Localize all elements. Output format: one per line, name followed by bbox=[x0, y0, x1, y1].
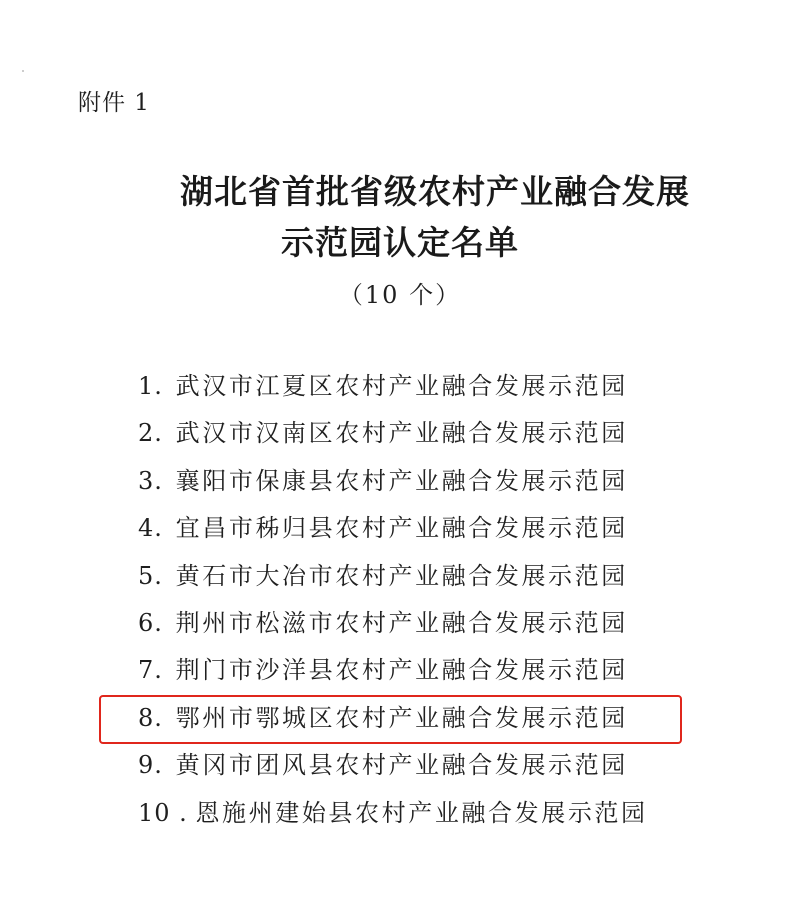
item-name: 黄石市大冶市农村产业融合发展示范园 bbox=[175, 561, 628, 590]
list-item bbox=[138, 603, 648, 650]
list-item bbox=[138, 745, 648, 792]
item-name: 武汉市江夏区农村产业融合发展示范园 bbox=[175, 372, 628, 400]
item-name: 恩施州建始县农村产业融合发展示范园 bbox=[195, 798, 648, 827]
item-name: 荆门市沙洋县农村产业融合发展示范园 bbox=[175, 656, 628, 685]
item-name: 宜昌市秭归县农村产业融合发展示范园 bbox=[175, 514, 628, 543]
attachment-label: 附件 1 bbox=[78, 90, 150, 116]
item-number: 6. bbox=[138, 608, 163, 637]
item-number: 9. bbox=[138, 751, 163, 780]
item-number: 7. bbox=[138, 656, 163, 685]
list-item bbox=[138, 413, 648, 460]
item-number: 5. bbox=[138, 561, 163, 590]
item-name: 武汉市汉南区农村产业融合发展示范园 bbox=[175, 419, 628, 448]
item-count: （10 个） bbox=[338, 281, 462, 309]
item-number: 2. bbox=[138, 419, 163, 448]
item-number: 1. bbox=[138, 372, 163, 400]
list-item bbox=[138, 650, 648, 697]
list-item bbox=[138, 793, 648, 840]
item-name: 鄂州市鄂城区农村产业融合发展示范园 bbox=[175, 703, 628, 732]
list-item bbox=[138, 556, 648, 603]
item-name: 荆州市松滋市农村产业融合发展示范园 bbox=[175, 608, 628, 637]
item-number: 4. bbox=[138, 514, 163, 543]
item-number: 3. bbox=[138, 466, 163, 495]
list-item bbox=[138, 508, 648, 555]
scan-speck bbox=[22, 70, 24, 72]
item-number: 10 . bbox=[138, 798, 188, 827]
list-item bbox=[138, 461, 648, 508]
item-name: 黄冈市团风县农村产业融合发展示范园 bbox=[175, 751, 628, 780]
document-title-line-2: 示范园认定名单 bbox=[281, 223, 519, 262]
highlight-box bbox=[99, 695, 682, 744]
document-title-line-1: 湖北省首批省级农村产业融合发展 bbox=[180, 172, 690, 211]
park-list bbox=[138, 366, 648, 840]
item-number: 8. bbox=[138, 703, 163, 732]
list-item bbox=[138, 366, 648, 413]
item-name: 襄阳市保康县农村产业融合发展示范园 bbox=[175, 466, 628, 495]
